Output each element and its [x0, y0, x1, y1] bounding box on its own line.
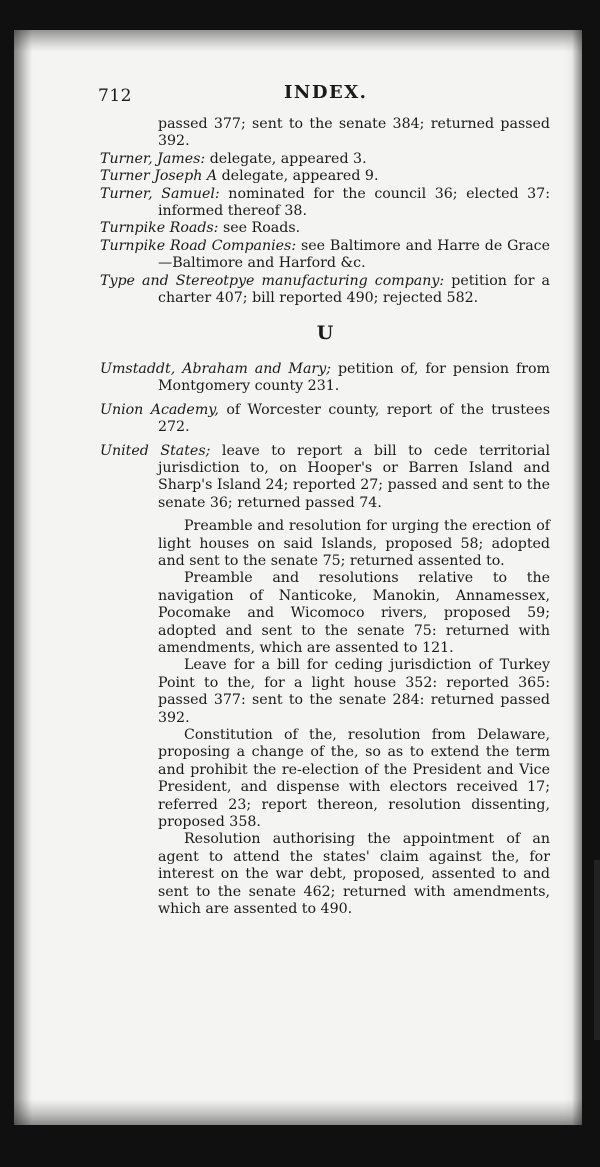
running-title: INDEX.	[284, 82, 368, 103]
entry-heading: Type and Stereotpye manufacturing company:	[100, 272, 445, 289]
entry-heading: Umstaddt, Abraham and Mary;	[100, 360, 331, 377]
index-entry-t-3	[100, 186, 550, 221]
entry-heading: Turnpike Roads:	[100, 220, 219, 237]
entry-text: nominated for the council 36; elected 37: informed thereof 38.	[158, 185, 550, 220]
united-states-subentries	[100, 518, 550, 918]
index-entry-u-2	[100, 443, 550, 513]
entry-text: petition for a charter 407; bill reported 490; rejected 582.	[158, 272, 550, 307]
united-states-subentry: Resolution authorising the appointment of an agent to attend the states' claim against the, for interest on the war debt, proposed, assented to and sent to the senate 462; returned with amendments, which are assented to 490.	[158, 831, 550, 918]
index-entry-t-0	[100, 116, 550, 151]
binding-edge	[594, 860, 600, 1040]
page-header	[98, 82, 538, 108]
index-entry-u-0	[100, 361, 550, 396]
index-entry-t-1	[100, 151, 550, 168]
entry-heading: Union Academy,	[100, 401, 219, 418]
united-states-subentry: Leave for a bill for ceding jurisdiction of Turkey Point to the, for a light house 352: reported 365: passed 377: sent to the senate 284: returned passed 392.	[158, 657, 550, 726]
entry-heading: Turner, Samuel:	[100, 185, 220, 202]
entry-text: petition of, for pension from Montgomery county 231.	[158, 360, 550, 395]
united-states-subentry: Preamble and resolution for urging the erection of light houses on said Islands, proposed 58; adopted and sent to the senate 75; returned assented to.	[158, 518, 550, 569]
entries-t-section	[100, 116, 550, 307]
entry-text: delegate, appeared 9.	[217, 168, 379, 185]
entry-heading: Turner Joseph A	[100, 168, 218, 185]
entry-text: of Worcester county, report of the trustees 272.	[158, 401, 550, 436]
entry-text: delegate, appeared 3.	[205, 150, 367, 167]
index-entry-t-2	[100, 168, 550, 185]
scan-shadow-right	[572, 30, 582, 1125]
entry-text: passed 377; sent to the senate 384; returned passed 392.	[158, 116, 550, 150]
scan-shadow-top	[14, 30, 582, 52]
entry-heading: United States;	[100, 442, 211, 459]
scan-shadow-left	[14, 30, 32, 1125]
index-entry-t-6	[100, 273, 550, 308]
page-number: 712	[98, 86, 132, 106]
scan-shadow-bottom	[14, 1099, 582, 1125]
entry-text: see Baltimore and Harre de Grace—Baltimore and Harford &c.	[158, 237, 550, 272]
entries-u-section	[100, 361, 550, 518]
index-entry-u-1	[100, 402, 550, 437]
united-states-subentry: Constitution of the, resolution from Delaware, proposing a change of the, so as to extend the term and prohibit the re-election of the President and Vice President, and dispense with electors received 17; referred 23; report thereon, resolution dissenting, proposed 358.	[158, 727, 550, 831]
united-states-subentry: Preamble and resolutions relative to the navigation of Nanticoke, Manokin, Annamessex, Pocomake and Wicomoco rivers, proposed 59; adopted and sent to the senate 75: returned with amendments, which are assented to 121.	[158, 570, 550, 656]
index-column	[100, 116, 550, 918]
entry-heading: Turnpike Road Companies:	[100, 237, 297, 254]
index-entry-t-5	[100, 238, 550, 273]
entry-text: see Roads.	[218, 220, 301, 237]
entry-text: leave to report a bill to cede territorial jurisdiction to, on Hooper's or Barren Island and Sharp's Island 24; reported 27; passed and sent to the senate 36; returned passed 74.	[158, 442, 550, 511]
section-letter-u: U	[316, 322, 334, 345]
index-entry-t-4	[100, 220, 550, 237]
entry-heading: Turner, James:	[100, 150, 206, 167]
